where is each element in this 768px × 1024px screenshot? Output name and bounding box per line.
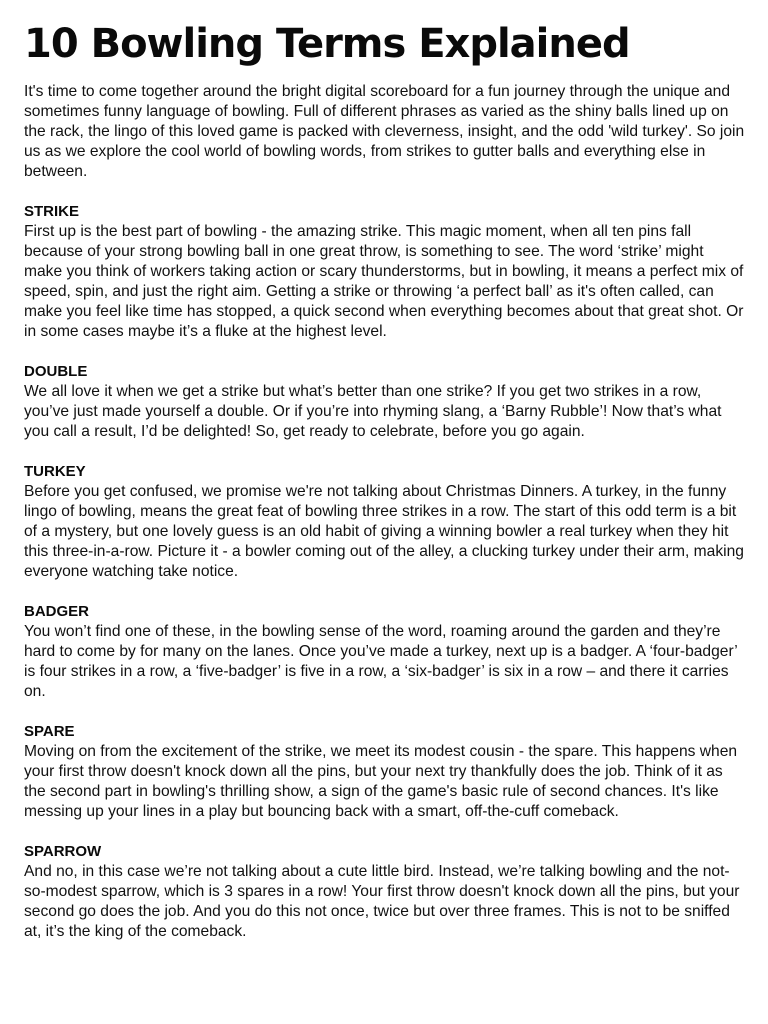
section-text: We all love it when we get a strike but what’s better than one strike? If you get two strikes in a row, you’ve just made yourself a double. Or if you’re into rhyming slang, a ‘Barny Rubble’! Now that’s what you call a result, I’d be delighted! So, get ready to celebrate, before you go again. (24, 383, 722, 440)
section-heading: SPARROW (24, 843, 102, 860)
section-double (24, 362, 746, 442)
section-heading: STRIKE (24, 203, 80, 220)
section-text: Before you get confused, we promise we're not talking about Christmas Dinners. A turkey, in the funny lingo of bowling, means the great feat of bowling three strikes in a row. The start of this odd term is a bit of a mystery, but one lovely guess is an old habit of giving a winning bowler a real turkey when they hit this three-in-a-row. Picture it - a bowler coming out of the alley, a clucking turkey under their arm, making everyone watching take notice. (24, 483, 744, 580)
section-strike (24, 202, 746, 342)
section-text: Moving on from the excitement of the strike, we meet its modest cousin - the spare. This happens when your first throw doesn't knock down all the pins, but your next try thankfully does the job. Think of it as the second part in bowling's thrilling show, a sign of the game's basic rule of second chances. It's like messing up your lines in a play but bouncing back with a smart, off-the-cuff comeback. (24, 743, 738, 820)
section-text: And no, in this case we’re not talking about a cute little bird. Instead, we’re talking bowling and the not-so-modest sparrow, which is 3 spares in a row! Your first throw doesn't knock down all the pins, but your second go does the job. And you do this not once, twice but over three frames. This is not to be sniffed at, it’s the king of the comeback. (24, 863, 740, 940)
article (24, 18, 746, 942)
section-text: You won’t find one of these, in the bowling sense of the word, roaming around the garden and they’re hard to come by for many on the lanes. Once you’ve made a turkey, next up is a badger. A ‘four-badger’ is four strikes in a row, a ‘five-badger’ is five in a row, a ‘six-badger’ is six in a row – and there it carries on. (24, 623, 738, 700)
section-heading: TURKEY (24, 463, 86, 480)
intro-paragraph: It's time to come together around the bright digital scoreboard for a fun journey through the unique and sometimes funny language of bowling. Full of different phrases as varied as the shiny balls lined up on the rack, the lingo of this loved game is packed with cleverness, insight, and the odd 'wild turkey'. So join us as we explore the cool world of bowling words, from strikes to gutter balls and everything else in between. (24, 83, 745, 180)
section-spare (24, 722, 746, 822)
section-heading: BADGER (24, 603, 90, 620)
page-title: 10 Bowling Terms Explained (24, 21, 630, 67)
section-heading: SPARE (24, 723, 75, 740)
section-sparrow (24, 842, 746, 942)
section-text: First up is the best part of bowling - the amazing strike. This magic moment, when all ten pins fall because of your strong bowling ball in one great throw, is something to see. The word ‘strike’ might make you think of workers taking action or scary thunderstorms, but in bowling, it means a perfect mix of speed, spin, and just the right aim. Getting a strike or throwing ‘a perfect ball’ as it's often called, can make you feel like time has stopped, a quick second when everything becomes about that great shot. Or in some cases maybe it’s a fluke at the highest level. (24, 223, 744, 340)
section-heading: DOUBLE (24, 363, 88, 380)
section-turkey (24, 462, 746, 582)
section-badger (24, 602, 746, 702)
